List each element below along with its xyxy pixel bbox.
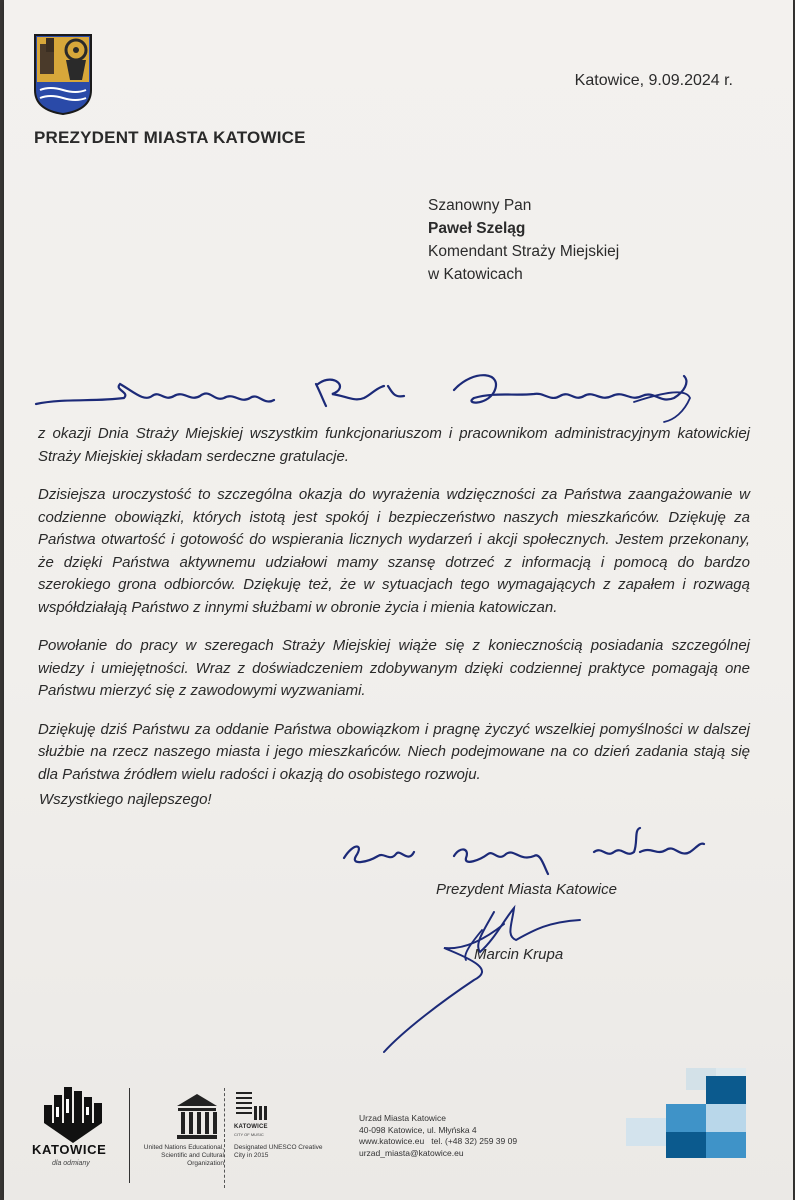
office-title: PREZYDENT MIASTA KATOWICE <box>34 128 306 147</box>
city-of-music-subtitle: CITY OF MUSIC <box>234 1132 264 1137</box>
recipient-block <box>428 194 619 286</box>
office-phone: tel. (+48 32) 259 39 09 <box>431 1136 518 1146</box>
city-of-music-title: KATOWICE <box>234 1124 268 1130</box>
katowice-coat-of-arms-icon <box>32 32 94 116</box>
body-paragraph-3: Powołanie do pracy w szeregach Straży Miejskiej wiąże się z koniecznością posiadania szczególnej wiedzy i umiejętności. Wraz z doświadczeniem zdobywanym dzięki codziennej praktyce pomagają one Państwu mierzyć się z zawodowymi wyzwaniami. <box>38 637 750 699</box>
signatory-name: Marcin Krupa <box>474 946 564 963</box>
office-email[interactable]: urzad_miasta@katowice.eu <box>359 1147 464 1158</box>
closing-line: Wszystkiego najlepszego! <box>39 791 212 808</box>
unesco-temple-icon <box>174 1090 220 1142</box>
handwritten-greeting <box>34 362 694 424</box>
office-website[interactable]: www.katowice.eu <box>359 1136 425 1146</box>
body-paragraph-2: Dzisiejsza uroczystość to szczególna okazja do wyrażenia wdzięczności za Państwa zaangażowanie w codzienne obowiązki, których istotą jest spokój i bezpieczeństwo naszych mieszkańców. Dziękuję za Państwa otwartość i gotowość do wspierania licznych wydarzeń i akcji społecznych. Jestem przekonany, że dzięki Państwa aktywnemu udziałowi mamy szansę dotrzeć z informacją i pomocą do bardzo szerokiego grona odbiorców. Dziękuję też, że w sytuacjach tego wymagających z zapałem i rozwagą współdziałają Państwo z innymi służbami w obronie życia i mienia katowiczan. <box>38 486 750 616</box>
footer-dashed-divider <box>224 1088 225 1188</box>
letter-page <box>4 0 793 1200</box>
city-of-music-icon <box>234 1090 270 1126</box>
decorative-mosaic <box>626 1068 746 1158</box>
letter-body <box>38 423 750 802</box>
handwritten-signature <box>344 900 594 1060</box>
signatory-title: Prezydent Miasta Katowice <box>436 881 617 898</box>
office-address-block <box>359 1113 517 1159</box>
office-name: Urzad Miasta Katowice <box>359 1113 446 1123</box>
recipient-location: w Katowicach <box>428 266 523 283</box>
footer-divider <box>129 1088 130 1183</box>
body-paragraph-4: Dziękuję dziś Państwu za oddanie Państwa obowiązkom i pragnę życzyć wszelkiej pomyślności w dalszej służbie na rzecz naszego miasta i jego mieszkańców. Niech podejmowane na co dzień zadania stają się dla Państwa źródłem wielu radości i okazją do osobistego rozwoju. <box>38 720 750 783</box>
unesco-organization-text: United Nations Educational, Scientific and Cultural Organization <box>143 1144 224 1167</box>
handwritten-closing <box>334 822 734 882</box>
katowice-tagline: dla odmiany <box>52 1160 90 1167</box>
recipient-name: Paweł Szeląg <box>428 220 526 237</box>
katowice-city-logo-icon <box>40 1085 110 1145</box>
office-contact-line <box>359 1136 517 1148</box>
body-paragraph-1: z okazji Dnia Straży Miejskiej wszystkim funkcjonariuszom i pracownikom administracyjnym katowickiej Straży Miejskiej składam serdeczne gratulacje. <box>38 425 750 465</box>
katowice-wordmark: KATOWICE <box>32 1142 107 1157</box>
office-street: 40-098 Katowice, ul. Młyńska 4 <box>359 1124 477 1135</box>
recipient-salutation: Szanowny Pan <box>428 197 532 214</box>
letter-date: Katowice, 9.09.2024 r. <box>574 72 733 89</box>
recipient-position: Komendant Straży Miejskiej <box>428 243 620 260</box>
unesco-designation-text: Designated UNESCO Creative City in 2015 <box>234 1144 323 1159</box>
